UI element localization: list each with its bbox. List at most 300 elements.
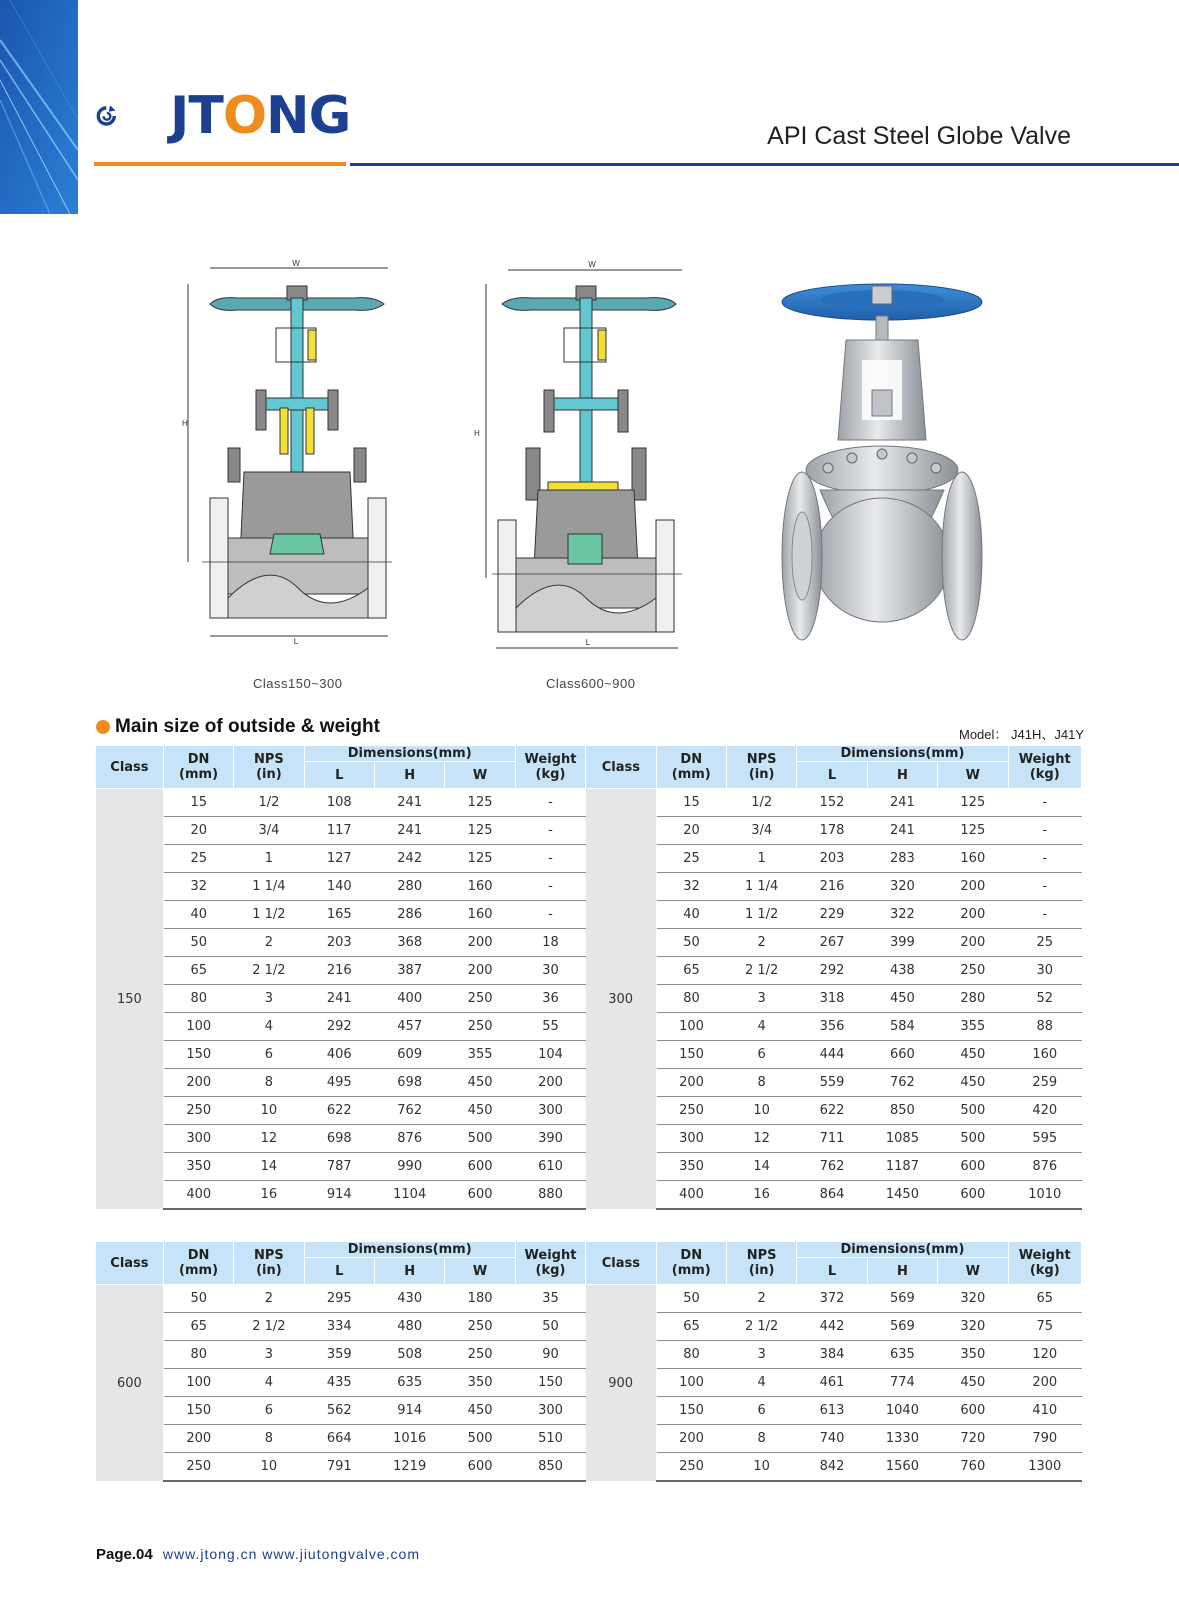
header-nps: NPS (in): [234, 1242, 304, 1285]
dn-cell: 32: [656, 873, 726, 901]
nps-cell: 8: [234, 1069, 304, 1097]
l-cell: 318: [797, 985, 867, 1013]
l-cell: 203: [797, 845, 867, 873]
header-dimensions: Dimensions(mm): [304, 746, 515, 762]
orange-bullet-icon: [96, 720, 110, 734]
h-cell: 450: [867, 985, 937, 1013]
dn-cell: 400: [163, 1181, 233, 1210]
dimension-label-w: W: [588, 260, 596, 269]
l-cell: 117: [304, 817, 374, 845]
h-cell: 322: [867, 901, 937, 929]
class-cell: 900: [586, 1285, 656, 1482]
nps-cell: 1: [234, 845, 304, 873]
nps-cell: 3: [726, 985, 796, 1013]
h-cell: 1085: [867, 1125, 937, 1153]
h-cell: 241: [375, 789, 445, 817]
nps-cell: 3/4: [726, 817, 796, 845]
l-cell: 127: [304, 845, 374, 873]
h-cell: 635: [867, 1341, 937, 1369]
dn-cell: 250: [656, 1097, 726, 1125]
header-w: W: [445, 1258, 515, 1285]
w-cell: 200: [445, 929, 515, 957]
h-cell: 457: [375, 1013, 445, 1041]
l-cell: 140: [304, 873, 374, 901]
nps-cell: 1/2: [726, 789, 796, 817]
dn-cell: 100: [656, 1013, 726, 1041]
weight-cell: 25: [1008, 929, 1081, 957]
weight-cell: 790: [1008, 1425, 1081, 1453]
h-cell: 387: [375, 957, 445, 985]
header-weight: Weight (kg): [1008, 746, 1081, 789]
h-cell: 569: [867, 1285, 937, 1313]
nps-cell: 16: [234, 1181, 304, 1210]
document-title: API Cast Steel Globe Valve: [767, 122, 1071, 150]
w-cell: 200: [938, 901, 1008, 929]
nps-cell: 2 1/2: [726, 957, 796, 985]
h-cell: 569: [867, 1313, 937, 1341]
dimension-label-h: H: [474, 429, 480, 438]
l-cell: 267: [797, 929, 867, 957]
l-cell: 562: [304, 1397, 374, 1425]
dn-cell: 300: [656, 1125, 726, 1153]
h-cell: 480: [375, 1313, 445, 1341]
nps-cell: 4: [234, 1369, 304, 1397]
header-w: W: [445, 762, 515, 789]
l-cell: 295: [304, 1285, 374, 1313]
weight-cell: 880: [515, 1181, 585, 1210]
dimension-label-l: L: [585, 638, 591, 647]
header-l: L: [797, 1258, 867, 1285]
w-cell: 200: [938, 929, 1008, 957]
spec-table-class150-300: [96, 746, 1082, 1210]
table-row: [96, 1285, 1082, 1313]
nps-cell: 16: [726, 1181, 796, 1210]
l-cell: 229: [797, 901, 867, 929]
nps-cell: 1 1/4: [234, 873, 304, 901]
w-cell: 200: [938, 873, 1008, 901]
h-cell: 1330: [867, 1425, 937, 1453]
h-cell: 762: [375, 1097, 445, 1125]
w-cell: 125: [445, 817, 515, 845]
header-dn: DN (mm): [656, 746, 726, 789]
l-cell: 559: [797, 1069, 867, 1097]
nps-cell: 2: [726, 929, 796, 957]
h-cell: 609: [375, 1041, 445, 1069]
weight-cell: 420: [1008, 1097, 1081, 1125]
header-l: L: [797, 762, 867, 789]
class-cell: 600: [96, 1285, 163, 1482]
brand-logo-text: JTONG: [170, 86, 351, 146]
weight-cell: 35: [515, 1285, 585, 1313]
nps-cell: 6: [234, 1041, 304, 1069]
dn-cell: 100: [163, 1013, 233, 1041]
nps-cell: 1: [726, 845, 796, 873]
dn-cell: 65: [163, 1313, 233, 1341]
h-cell: 698: [375, 1069, 445, 1097]
nps-cell: 2: [726, 1285, 796, 1313]
weight-cell: 200: [515, 1069, 585, 1097]
weight-cell: 876: [1008, 1153, 1081, 1181]
dn-cell: 400: [656, 1181, 726, 1210]
l-cell: 152: [797, 789, 867, 817]
w-cell: 250: [445, 1341, 515, 1369]
header-class: Class: [586, 746, 656, 789]
website-links: www.jtong.cn www.jiutongvalve.com: [162, 1546, 420, 1562]
weight-cell: -: [1008, 817, 1081, 845]
nps-cell: 14: [726, 1153, 796, 1181]
h-cell: 1187: [867, 1153, 937, 1181]
section-heading: [96, 716, 380, 738]
h-cell: 774: [867, 1369, 937, 1397]
dimension-label-w: W: [292, 259, 300, 268]
l-cell: 334: [304, 1313, 374, 1341]
l-cell: 442: [797, 1313, 867, 1341]
nps-cell: 1 1/4: [726, 873, 796, 901]
w-cell: 450: [938, 1069, 1008, 1097]
l-cell: 444: [797, 1041, 867, 1069]
header-h: H: [867, 762, 937, 789]
h-cell: 508: [375, 1341, 445, 1369]
l-cell: 356: [797, 1013, 867, 1041]
drawing-caption-right: Class600~900: [546, 676, 636, 691]
l-cell: 864: [797, 1181, 867, 1210]
nps-cell: 10: [726, 1097, 796, 1125]
w-cell: 125: [938, 817, 1008, 845]
w-cell: 125: [445, 789, 515, 817]
w-cell: 180: [445, 1285, 515, 1313]
dn-cell: 25: [656, 845, 726, 873]
nps-cell: 3: [234, 985, 304, 1013]
page-footer: [96, 1546, 420, 1563]
nps-cell: 4: [234, 1013, 304, 1041]
dn-cell: 80: [163, 1341, 233, 1369]
header-rule-orange: [94, 162, 346, 166]
nps-cell: 2: [234, 929, 304, 957]
h-cell: 286: [375, 901, 445, 929]
class-cell: 150: [96, 789, 163, 1210]
nps-cell: 2 1/2: [234, 957, 304, 985]
header-dn: DN (mm): [656, 1242, 726, 1285]
header-l: L: [304, 1258, 374, 1285]
dn-cell: 150: [656, 1397, 726, 1425]
nps-cell: 2 1/2: [234, 1313, 304, 1341]
page-number: Page.04: [96, 1546, 153, 1563]
h-cell: 242: [375, 845, 445, 873]
dn-cell: 15: [163, 789, 233, 817]
class-cell: 300: [586, 789, 656, 1210]
header-rule-blue: [350, 163, 1179, 166]
weight-cell: 50: [515, 1313, 585, 1341]
header-l: L: [304, 762, 374, 789]
w-cell: 500: [938, 1125, 1008, 1153]
l-cell: 664: [304, 1425, 374, 1453]
w-cell: 350: [938, 1341, 1008, 1369]
weight-cell: 1300: [1008, 1453, 1081, 1482]
dn-cell: 150: [656, 1041, 726, 1069]
brand-logo-mark: [94, 76, 174, 156]
nps-cell: 4: [726, 1013, 796, 1041]
h-cell: 241: [867, 789, 937, 817]
nps-cell: 2 1/2: [726, 1313, 796, 1341]
l-cell: 165: [304, 901, 374, 929]
l-cell: 372: [797, 1285, 867, 1313]
nps-cell: 1/2: [234, 789, 304, 817]
l-cell: 216: [797, 873, 867, 901]
h-cell: 1104: [375, 1181, 445, 1210]
l-cell: 622: [304, 1097, 374, 1125]
header-dimensions: Dimensions(mm): [797, 746, 1008, 762]
dn-cell: 250: [656, 1453, 726, 1482]
nps-cell: 6: [234, 1397, 304, 1425]
model-label: Model： J41H、J41Y: [959, 727, 1084, 742]
dimension-label-l: L: [293, 637, 299, 646]
l-cell: 292: [797, 957, 867, 985]
dn-cell: 50: [656, 1285, 726, 1313]
w-cell: 320: [938, 1285, 1008, 1313]
w-cell: 600: [938, 1397, 1008, 1425]
nps-cell: 3: [726, 1341, 796, 1369]
dn-cell: 100: [656, 1369, 726, 1397]
nps-cell: 1 1/2: [234, 901, 304, 929]
dn-cell: 40: [163, 901, 233, 929]
dn-cell: 250: [163, 1453, 233, 1482]
l-cell: 762: [797, 1153, 867, 1181]
weight-cell: -: [515, 845, 585, 873]
h-cell: 368: [375, 929, 445, 957]
dn-cell: 200: [163, 1425, 233, 1453]
l-cell: 495: [304, 1069, 374, 1097]
l-cell: 178: [797, 817, 867, 845]
valve-drawing-class600-900: [472, 258, 692, 654]
weight-cell: 410: [1008, 1397, 1081, 1425]
nps-cell: 3: [234, 1341, 304, 1369]
h-cell: 1016: [375, 1425, 445, 1453]
weight-cell: 88: [1008, 1013, 1081, 1041]
weight-cell: 55: [515, 1013, 585, 1041]
dimension-label-h: H: [182, 419, 188, 428]
weight-cell: 90: [515, 1341, 585, 1369]
header-class: Class: [586, 1242, 656, 1285]
l-cell: 740: [797, 1425, 867, 1453]
w-cell: 250: [445, 1313, 515, 1341]
h-cell: 914: [375, 1397, 445, 1425]
w-cell: 500: [938, 1097, 1008, 1125]
nps-cell: 12: [234, 1125, 304, 1153]
h-cell: 850: [867, 1097, 937, 1125]
w-cell: 160: [445, 901, 515, 929]
w-cell: 355: [938, 1013, 1008, 1041]
dn-cell: 150: [163, 1397, 233, 1425]
weight-cell: 390: [515, 1125, 585, 1153]
w-cell: 350: [445, 1369, 515, 1397]
dn-cell: 80: [656, 985, 726, 1013]
w-cell: 160: [445, 873, 515, 901]
weight-cell: -: [515, 901, 585, 929]
header-dn: DN (mm): [163, 746, 233, 789]
dn-cell: 40: [656, 901, 726, 929]
h-cell: 1040: [867, 1397, 937, 1425]
w-cell: 280: [938, 985, 1008, 1013]
header-class: Class: [96, 1242, 163, 1285]
nps-cell: 6: [726, 1041, 796, 1069]
dn-cell: 250: [163, 1097, 233, 1125]
nps-cell: 10: [234, 1097, 304, 1125]
dn-cell: 65: [656, 1313, 726, 1341]
w-cell: 355: [445, 1041, 515, 1069]
dn-cell: 65: [656, 957, 726, 985]
l-cell: 461: [797, 1369, 867, 1397]
w-cell: 125: [938, 789, 1008, 817]
dn-cell: 25: [163, 845, 233, 873]
corner-graphic: [0, 0, 78, 214]
header-dimensions: Dimensions(mm): [797, 1242, 1008, 1258]
weight-cell: 1010: [1008, 1181, 1081, 1210]
nps-cell: 6: [726, 1397, 796, 1425]
w-cell: 450: [938, 1369, 1008, 1397]
weight-cell: -: [515, 873, 585, 901]
h-cell: 1219: [375, 1453, 445, 1482]
l-cell: 216: [304, 957, 374, 985]
w-cell: 450: [445, 1397, 515, 1425]
w-cell: 125: [445, 845, 515, 873]
h-cell: 660: [867, 1041, 937, 1069]
l-cell: 435: [304, 1369, 374, 1397]
w-cell: 500: [445, 1125, 515, 1153]
dn-cell: 300: [163, 1125, 233, 1153]
section-title: Main size of outside & weight: [115, 716, 380, 737]
h-cell: 438: [867, 957, 937, 985]
w-cell: 250: [445, 1013, 515, 1041]
table-row: [96, 789, 1082, 817]
header-h: H: [375, 762, 445, 789]
dn-cell: 150: [163, 1041, 233, 1069]
dn-cell: 50: [163, 1285, 233, 1313]
weight-cell: 120: [1008, 1341, 1081, 1369]
l-cell: 108: [304, 789, 374, 817]
h-cell: 990: [375, 1153, 445, 1181]
l-cell: 241: [304, 985, 374, 1013]
weight-cell: -: [1008, 901, 1081, 929]
dn-cell: 350: [656, 1153, 726, 1181]
h-cell: 241: [375, 817, 445, 845]
header-weight: Weight (kg): [1008, 1242, 1081, 1285]
w-cell: 600: [938, 1181, 1008, 1210]
dn-cell: 100: [163, 1369, 233, 1397]
weight-cell: 300: [515, 1397, 585, 1425]
weight-cell: 75: [1008, 1313, 1081, 1341]
header-weight: Weight (kg): [515, 1242, 585, 1285]
dn-cell: 200: [656, 1069, 726, 1097]
h-cell: 241: [867, 817, 937, 845]
header-nps: NPS (in): [726, 1242, 796, 1285]
h-cell: 762: [867, 1069, 937, 1097]
weight-cell: 150: [515, 1369, 585, 1397]
l-cell: 842: [797, 1453, 867, 1482]
header-h: H: [375, 1258, 445, 1285]
l-cell: 787: [304, 1153, 374, 1181]
w-cell: 200: [445, 957, 515, 985]
w-cell: 600: [445, 1153, 515, 1181]
w-cell: 600: [445, 1181, 515, 1210]
h-cell: 635: [375, 1369, 445, 1397]
dn-cell: 80: [163, 985, 233, 1013]
h-cell: 400: [375, 985, 445, 1013]
valve-drawing-class150-300: [178, 258, 398, 654]
h-cell: 430: [375, 1285, 445, 1313]
w-cell: 600: [445, 1453, 515, 1482]
dn-cell: 20: [656, 817, 726, 845]
weight-cell: 300: [515, 1097, 585, 1125]
h-cell: 283: [867, 845, 937, 873]
h-cell: 320: [867, 873, 937, 901]
l-cell: 203: [304, 929, 374, 957]
w-cell: 250: [445, 985, 515, 1013]
w-cell: 250: [938, 957, 1008, 985]
l-cell: 914: [304, 1181, 374, 1210]
header-dn: DN (mm): [163, 1242, 233, 1285]
weight-cell: -: [515, 817, 585, 845]
weight-cell: 30: [1008, 957, 1081, 985]
header-class: Class: [96, 746, 163, 789]
nps-cell: 2: [234, 1285, 304, 1313]
w-cell: 450: [938, 1041, 1008, 1069]
weight-cell: 259: [1008, 1069, 1081, 1097]
nps-cell: 8: [726, 1069, 796, 1097]
weight-cell: -: [1008, 789, 1081, 817]
header-weight: Weight (kg): [515, 746, 585, 789]
l-cell: 613: [797, 1397, 867, 1425]
l-cell: 711: [797, 1125, 867, 1153]
l-cell: 406: [304, 1041, 374, 1069]
header-nps: NPS (in): [726, 746, 796, 789]
l-cell: 292: [304, 1013, 374, 1041]
weight-cell: 850: [515, 1453, 585, 1482]
nps-cell: 3/4: [234, 817, 304, 845]
w-cell: 450: [445, 1069, 515, 1097]
weight-cell: 36: [515, 985, 585, 1013]
weight-cell: -: [515, 789, 585, 817]
h-cell: 1560: [867, 1453, 937, 1482]
l-cell: 698: [304, 1125, 374, 1153]
l-cell: 359: [304, 1341, 374, 1369]
w-cell: 760: [938, 1453, 1008, 1482]
weight-cell: 30: [515, 957, 585, 985]
h-cell: 876: [375, 1125, 445, 1153]
header-dimensions: Dimensions(mm): [304, 1242, 515, 1258]
weight-cell: 510: [515, 1425, 585, 1453]
nps-cell: 10: [726, 1453, 796, 1482]
header-h: H: [867, 1258, 937, 1285]
dn-cell: 15: [656, 789, 726, 817]
valve-photo: [780, 280, 1000, 660]
l-cell: 384: [797, 1341, 867, 1369]
header-nps: NPS (in): [234, 746, 304, 789]
dn-cell: 20: [163, 817, 233, 845]
l-cell: 622: [797, 1097, 867, 1125]
w-cell: 720: [938, 1425, 1008, 1453]
h-cell: 280: [375, 873, 445, 901]
nps-cell: 12: [726, 1125, 796, 1153]
nps-cell: 1 1/2: [726, 901, 796, 929]
weight-cell: 595: [1008, 1125, 1081, 1153]
w-cell: 600: [938, 1153, 1008, 1181]
weight-cell: 610: [515, 1153, 585, 1181]
w-cell: 320: [938, 1313, 1008, 1341]
dn-cell: 50: [656, 929, 726, 957]
w-cell: 450: [445, 1097, 515, 1125]
nps-cell: 14: [234, 1153, 304, 1181]
drawing-caption-left: Class150~300: [253, 676, 343, 691]
